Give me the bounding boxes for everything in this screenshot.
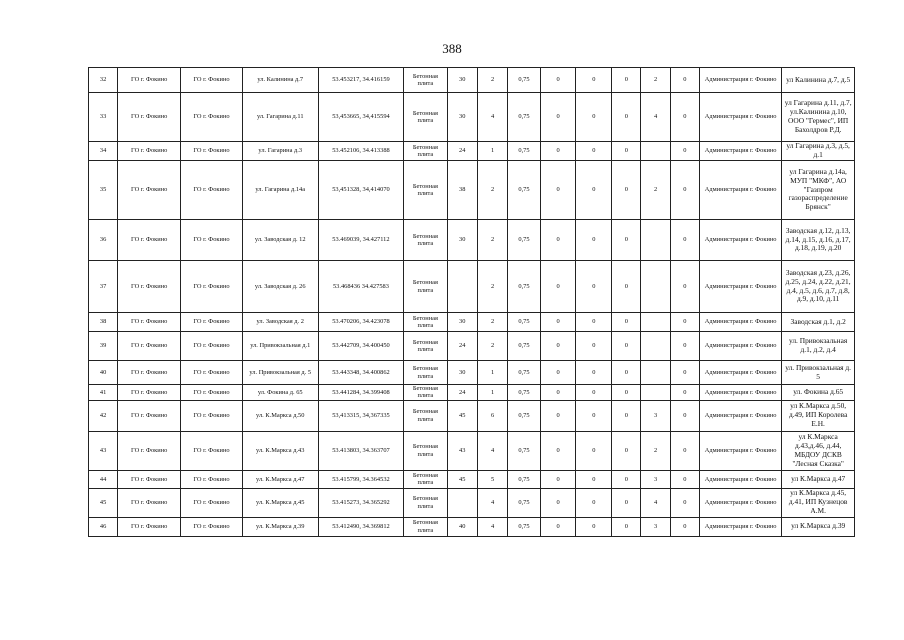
coordinates-cell: 53.413803, 34.363707 xyxy=(318,431,404,470)
row-number-cell: 44 xyxy=(89,470,118,488)
waste-sources-cell: ул К.Маркса д.45, д.41, ИП Кузнецов А.М. xyxy=(782,488,855,517)
area-cell: 30 xyxy=(447,93,477,142)
address-cell: ул. Гагарина д.14а xyxy=(242,161,318,220)
value-cell-1: 0 xyxy=(540,470,576,488)
address-cell: ул. К.Маркса д.45 xyxy=(242,488,318,517)
waste-sources-cell: ул. Привокзальная д.1, д.2, д.4 xyxy=(782,332,855,361)
value-cell-4: 2 xyxy=(641,68,670,93)
containers-count-cell: 2 xyxy=(477,161,507,220)
containers-count-cell: 4 xyxy=(477,488,507,517)
value-cell-1: 0 xyxy=(540,361,576,385)
container-volume-cell: 0,75 xyxy=(508,93,541,142)
address-cell: ул. Заводская д. 2 xyxy=(242,313,318,332)
value-cell-4: 2 xyxy=(641,431,670,470)
settlement-cell: ГО г. Фокино xyxy=(181,261,243,313)
waste-sources-cell: ул К.Маркса д.47 xyxy=(782,470,855,488)
container-volume-cell: 0,75 xyxy=(508,68,541,93)
value-cell-5: 0 xyxy=(670,93,699,142)
settlement-cell: ГО г. Фокино xyxy=(181,313,243,332)
value-cell-4: 3 xyxy=(641,517,670,536)
settlement-cell: ГО г. Фокино xyxy=(181,142,243,161)
coordinates-cell: 53.443348, 34.400862 xyxy=(318,361,404,385)
table-row xyxy=(89,142,855,161)
container-volume-cell: 0,75 xyxy=(508,220,541,261)
row-number-cell: 34 xyxy=(89,142,118,161)
waste-sources-cell: ул. Привокзальная д. 5 xyxy=(782,361,855,385)
containers-count-cell: 2 xyxy=(477,261,507,313)
district-cell: ГО г. Фокино xyxy=(118,400,181,431)
value-cell-3: 0 xyxy=(612,142,641,161)
waste-sources-cell: ул Гагарина д.3, д.5, д.1 xyxy=(782,142,855,161)
settlement-cell: ГО г. Фокино xyxy=(181,517,243,536)
administration-cell: Администрация г. Фокино xyxy=(699,431,781,470)
settlement-cell: ГО г. Фокино xyxy=(181,385,243,401)
surface-cell: Бетонная плита xyxy=(404,261,447,313)
value-cell-1: 0 xyxy=(540,400,576,431)
coordinates-cell: 53.452106, 34.413388 xyxy=(318,142,404,161)
district-cell: ГО г. Фокино xyxy=(118,470,181,488)
area-cell: 30 xyxy=(447,313,477,332)
surface-cell: Бетонная плита xyxy=(404,517,447,536)
table-row xyxy=(89,161,855,220)
settlement-cell: ГО г. Фокино xyxy=(181,361,243,385)
address-cell: ул. Заводская д. 12 xyxy=(242,220,318,261)
settlement-cell: ГО г. Фокино xyxy=(181,470,243,488)
containers-count-cell: 4 xyxy=(477,431,507,470)
value-cell-5: 0 xyxy=(670,142,699,161)
address-cell: ул. Гагарина д.3 xyxy=(242,142,318,161)
table-row xyxy=(89,93,855,142)
container-volume-cell: 0,75 xyxy=(508,517,541,536)
container-volume-cell: 0,75 xyxy=(508,332,541,361)
area-cell: 24 xyxy=(447,332,477,361)
area-cell: 43 xyxy=(447,431,477,470)
value-cell-2: 0 xyxy=(576,142,612,161)
area-cell: 38 xyxy=(447,161,477,220)
address-cell: ул. К.Маркса д.50 xyxy=(242,400,318,431)
waste-sources-cell: Заводская д.23, д.26, д.25, д.24, д.22, д.21, д.4, д.5, д.6, д.7, д.8, д.9, д.10, д.11 xyxy=(782,261,855,313)
containers-count-cell: 5 xyxy=(477,470,507,488)
container-volume-cell: 0,75 xyxy=(508,488,541,517)
table-row xyxy=(89,470,855,488)
surface-cell: Бетонная плита xyxy=(404,361,447,385)
district-cell: ГО г. Фокино xyxy=(118,142,181,161)
value-cell-4: 3 xyxy=(641,470,670,488)
value-cell-3: 0 xyxy=(612,261,641,313)
settlement-cell: ГО г. Фокино xyxy=(181,220,243,261)
value-cell-1: 0 xyxy=(540,385,576,401)
administration-cell: Администрация г. Фокино xyxy=(699,142,781,161)
value-cell-5: 0 xyxy=(670,385,699,401)
value-cell-1: 0 xyxy=(540,488,576,517)
containers-count-cell: 4 xyxy=(477,93,507,142)
row-number-cell: 36 xyxy=(89,220,118,261)
district-cell: ГО г. Фокино xyxy=(118,332,181,361)
district-cell: ГО г. Фокино xyxy=(118,68,181,93)
value-cell-5: 0 xyxy=(670,431,699,470)
value-cell-5: 0 xyxy=(670,488,699,517)
surface-cell: Бетонная плита xyxy=(404,488,447,517)
address-cell: ул. К.Маркса д.39 xyxy=(242,517,318,536)
row-number-cell: 41 xyxy=(89,385,118,401)
table-row xyxy=(89,220,855,261)
value-cell-3: 0 xyxy=(612,400,641,431)
coordinates-cell: 53.453217, 34.416159 xyxy=(318,68,404,93)
value-cell-2: 0 xyxy=(576,161,612,220)
containers-count-cell: 2 xyxy=(477,313,507,332)
value-cell-5: 0 xyxy=(670,470,699,488)
page-number: 388 xyxy=(442,41,462,56)
waste-sources-cell: ул. Фокина д.65 xyxy=(782,385,855,401)
address-cell: ул. Заводская д. 26 xyxy=(242,261,318,313)
waste-sources-cell: ул К.Маркса д.43,д.46, д.44, МБДОУ ДСКВ "Лесная Сказка" xyxy=(782,431,855,470)
containers-count-cell: 2 xyxy=(477,332,507,361)
surface-cell: Бетонная плита xyxy=(404,68,447,93)
table-row xyxy=(89,400,855,431)
containers-count-cell: 1 xyxy=(477,361,507,385)
value-cell-5: 0 xyxy=(670,261,699,313)
row-number-cell: 42 xyxy=(89,400,118,431)
row-number-cell: 39 xyxy=(89,332,118,361)
waste-sources-cell: ул Калинина д.7, д.5 xyxy=(782,68,855,93)
value-cell-2: 0 xyxy=(576,431,612,470)
district-cell: ГО г. Фокино xyxy=(118,313,181,332)
address-cell: ул. К.Маркса д.47 xyxy=(242,470,318,488)
table-row xyxy=(89,431,855,470)
value-cell-5: 0 xyxy=(670,68,699,93)
container-volume-cell: 0,75 xyxy=(508,385,541,401)
district-cell: ГО г. Фокино xyxy=(118,488,181,517)
area-cell xyxy=(447,488,477,517)
settlement-cell: ГО г. Фокино xyxy=(181,400,243,431)
address-cell: ул. Калинина д.7 xyxy=(242,68,318,93)
value-cell-2: 0 xyxy=(576,361,612,385)
area-cell: 30 xyxy=(447,220,477,261)
area-cell: 45 xyxy=(447,400,477,431)
address-cell: ул. Привокзальная д.1 xyxy=(242,332,318,361)
district-cell: ГО г. Фокино xyxy=(118,161,181,220)
value-cell-5: 0 xyxy=(670,400,699,431)
area-cell: 30 xyxy=(447,361,477,385)
surface-cell: Бетонная плита xyxy=(404,161,447,220)
container-volume-cell: 0,75 xyxy=(508,261,541,313)
administration-cell: Администрация г. Фокино xyxy=(699,385,781,401)
administration-cell: Администрация г. Фокино xyxy=(699,220,781,261)
coordinates-cell: 53,453665, 34,415594 xyxy=(318,93,404,142)
value-cell-2: 0 xyxy=(576,385,612,401)
value-cell-1: 0 xyxy=(540,313,576,332)
value-cell-4 xyxy=(641,313,670,332)
value-cell-1: 0 xyxy=(540,93,576,142)
container-volume-cell: 0,75 xyxy=(508,361,541,385)
value-cell-4 xyxy=(641,142,670,161)
value-cell-1: 0 xyxy=(540,261,576,313)
value-cell-1: 0 xyxy=(540,431,576,470)
address-cell: ул. К.Маркса д.43 xyxy=(242,431,318,470)
row-number-cell: 32 xyxy=(89,68,118,93)
waste-sources-cell: Заводская д.12, д.13, д.14, д.15, д.16, д.17, д.18, д.19, д.20 xyxy=(782,220,855,261)
district-cell: ГО г. Фокино xyxy=(118,261,181,313)
district-cell: ГО г. Фокино xyxy=(118,431,181,470)
container-volume-cell: 0,75 xyxy=(508,431,541,470)
value-cell-5: 0 xyxy=(670,517,699,536)
coordinates-cell: 53.468436 34.427583 xyxy=(318,261,404,313)
container-volume-cell: 0,75 xyxy=(508,161,541,220)
administration-cell: Администрация г. Фокино xyxy=(699,93,781,142)
table-row xyxy=(89,332,855,361)
value-cell-3: 0 xyxy=(612,517,641,536)
coordinates-cell: 53.415273, 34.365292 xyxy=(318,488,404,517)
value-cell-3: 0 xyxy=(612,93,641,142)
value-cell-4 xyxy=(641,261,670,313)
settlement-cell: ГО г. Фокино xyxy=(181,68,243,93)
value-cell-2: 0 xyxy=(576,517,612,536)
value-cell-3: 0 xyxy=(612,68,641,93)
value-cell-2: 0 xyxy=(576,488,612,517)
table-body xyxy=(89,68,855,537)
value-cell-2: 0 xyxy=(576,261,612,313)
coordinates-cell: 53.441284, 34.399408 xyxy=(318,385,404,401)
container-volume-cell: 0,75 xyxy=(508,400,541,431)
value-cell-5: 0 xyxy=(670,313,699,332)
surface-cell: Бетонная плита xyxy=(404,93,447,142)
coordinates-cell: 53.469039, 34.427112 xyxy=(318,220,404,261)
administration-cell: Администрация г. Фокино xyxy=(699,68,781,93)
waste-sources-cell: ул К.Маркса д.39 xyxy=(782,517,855,536)
district-cell: ГО г. Фокино xyxy=(118,517,181,536)
value-cell-2: 0 xyxy=(576,68,612,93)
address-cell: ул. Привокзальная д. 5 xyxy=(242,361,318,385)
containers-count-cell: 1 xyxy=(477,142,507,161)
waste-site-registry-table xyxy=(88,67,855,537)
value-cell-1: 0 xyxy=(540,332,576,361)
value-cell-2: 0 xyxy=(576,220,612,261)
surface-cell: Бетонная плита xyxy=(404,385,447,401)
address-cell: ул. Фокина д. 65 xyxy=(242,385,318,401)
value-cell-3: 0 xyxy=(612,313,641,332)
waste-sources-cell: ул Гагарина д.14а, МУП "МКФ", АО "Газпром газораспределение Брянск" xyxy=(782,161,855,220)
value-cell-2: 0 xyxy=(576,93,612,142)
area-cell: 45 xyxy=(447,470,477,488)
waste-sources-cell: ул Гагарина д.11, д.7, ул.Калинина д.10, ООО "Гермес", ИП Бахолдров Р.Д. xyxy=(782,93,855,142)
coordinates-cell: 53.415799, 34.364532 xyxy=(318,470,404,488)
value-cell-3: 0 xyxy=(612,385,641,401)
district-cell: ГО г. Фокино xyxy=(118,93,181,142)
row-number-cell: 38 xyxy=(89,313,118,332)
settlement-cell: ГО г. Фокино xyxy=(181,93,243,142)
value-cell-1: 0 xyxy=(540,142,576,161)
table-row xyxy=(89,313,855,332)
district-cell: ГО г. Фокино xyxy=(118,220,181,261)
value-cell-1: 0 xyxy=(540,220,576,261)
district-cell: ГО г. Фокино xyxy=(118,385,181,401)
coordinates-cell: 53,413315, 34,367335 xyxy=(318,400,404,431)
value-cell-5: 0 xyxy=(670,161,699,220)
surface-cell: Бетонная плита xyxy=(404,470,447,488)
surface-cell: Бетонная плита xyxy=(404,313,447,332)
row-number-cell: 46 xyxy=(89,517,118,536)
area-cell: 30 xyxy=(447,68,477,93)
administration-cell: Администрация г. Фокино xyxy=(699,161,781,220)
area-cell: 24 xyxy=(447,385,477,401)
surface-cell: Бетонная плита xyxy=(404,332,447,361)
value-cell-3: 0 xyxy=(612,488,641,517)
row-number-cell: 37 xyxy=(89,261,118,313)
administration-cell: Администрация г. Фокино xyxy=(699,313,781,332)
surface-cell: Бетонная плита xyxy=(404,431,447,470)
value-cell-4 xyxy=(641,385,670,401)
administration-cell: Администрация г. Фокино xyxy=(699,517,781,536)
value-cell-4 xyxy=(641,361,670,385)
value-cell-1: 0 xyxy=(540,68,576,93)
containers-count-cell: 2 xyxy=(477,68,507,93)
container-volume-cell: 0,75 xyxy=(508,313,541,332)
settlement-cell: ГО г. Фокино xyxy=(181,161,243,220)
value-cell-3: 0 xyxy=(612,220,641,261)
value-cell-3: 0 xyxy=(612,161,641,220)
table-row xyxy=(89,517,855,536)
container-volume-cell: 0,75 xyxy=(508,470,541,488)
value-cell-4: 4 xyxy=(641,93,670,142)
value-cell-3: 0 xyxy=(612,332,641,361)
surface-cell: Бетонная плита xyxy=(404,142,447,161)
row-number-cell: 35 xyxy=(89,161,118,220)
area-cell: 40 xyxy=(447,517,477,536)
administration-cell: Администрация г. Фокино xyxy=(699,361,781,385)
value-cell-5: 0 xyxy=(670,220,699,261)
containers-count-cell: 2 xyxy=(477,220,507,261)
containers-count-cell: 6 xyxy=(477,400,507,431)
table-row xyxy=(89,68,855,93)
waste-sources-cell: ул К.Маркса д.50, д.49, ИП Королева Е.Н. xyxy=(782,400,855,431)
coordinates-cell: 53.470206, 34.423078 xyxy=(318,313,404,332)
value-cell-5: 0 xyxy=(670,332,699,361)
coordinates-cell: 53.412490, 34.369812 xyxy=(318,517,404,536)
settlement-cell: ГО г. Фокино xyxy=(181,332,243,361)
value-cell-3: 0 xyxy=(612,431,641,470)
address-cell: ул. Гагарина д.11 xyxy=(242,93,318,142)
value-cell-1: 0 xyxy=(540,161,576,220)
surface-cell: Бетонная плита xyxy=(404,220,447,261)
row-number-cell: 33 xyxy=(89,93,118,142)
value-cell-1: 0 xyxy=(540,517,576,536)
area-cell: 24 xyxy=(447,142,477,161)
settlement-cell: ГО г. Фокино xyxy=(181,488,243,517)
row-number-cell: 40 xyxy=(89,361,118,385)
administration-cell: Администрация г. Фокино xyxy=(699,470,781,488)
waste-sources-cell: Заводская д.1, д.2 xyxy=(782,313,855,332)
container-volume-cell: 0,75 xyxy=(508,142,541,161)
row-number-cell: 43 xyxy=(89,431,118,470)
area-cell xyxy=(447,261,477,313)
row-number-cell: 45 xyxy=(89,488,118,517)
value-cell-2: 0 xyxy=(576,470,612,488)
value-cell-2: 0 xyxy=(576,332,612,361)
administration-cell: Администрация г. Фокино xyxy=(699,261,781,313)
value-cell-4 xyxy=(641,220,670,261)
value-cell-3: 0 xyxy=(612,361,641,385)
table-row xyxy=(89,385,855,401)
district-cell: ГО г. Фокино xyxy=(118,361,181,385)
value-cell-3: 0 xyxy=(612,470,641,488)
value-cell-2: 0 xyxy=(576,400,612,431)
table-row xyxy=(89,488,855,517)
value-cell-2: 0 xyxy=(576,313,612,332)
administration-cell: Администрация г. Фокино xyxy=(699,332,781,361)
containers-count-cell: 1 xyxy=(477,385,507,401)
administration-cell: Администрация г. Фокино xyxy=(699,488,781,517)
coordinates-cell: 53.442709, 34.400450 xyxy=(318,332,404,361)
value-cell-4: 2 xyxy=(641,161,670,220)
value-cell-4: 4 xyxy=(641,488,670,517)
value-cell-4: 3 xyxy=(641,400,670,431)
surface-cell: Бетонная плита xyxy=(404,400,447,431)
table-row xyxy=(89,261,855,313)
containers-count-cell: 4 xyxy=(477,517,507,536)
coordinates-cell: 53,451328, 34,414070 xyxy=(318,161,404,220)
table-row xyxy=(89,361,855,385)
settlement-cell: ГО г. Фокино xyxy=(181,431,243,470)
value-cell-5: 0 xyxy=(670,361,699,385)
administration-cell: Администрация г. Фокино xyxy=(699,400,781,431)
value-cell-4 xyxy=(641,332,670,361)
